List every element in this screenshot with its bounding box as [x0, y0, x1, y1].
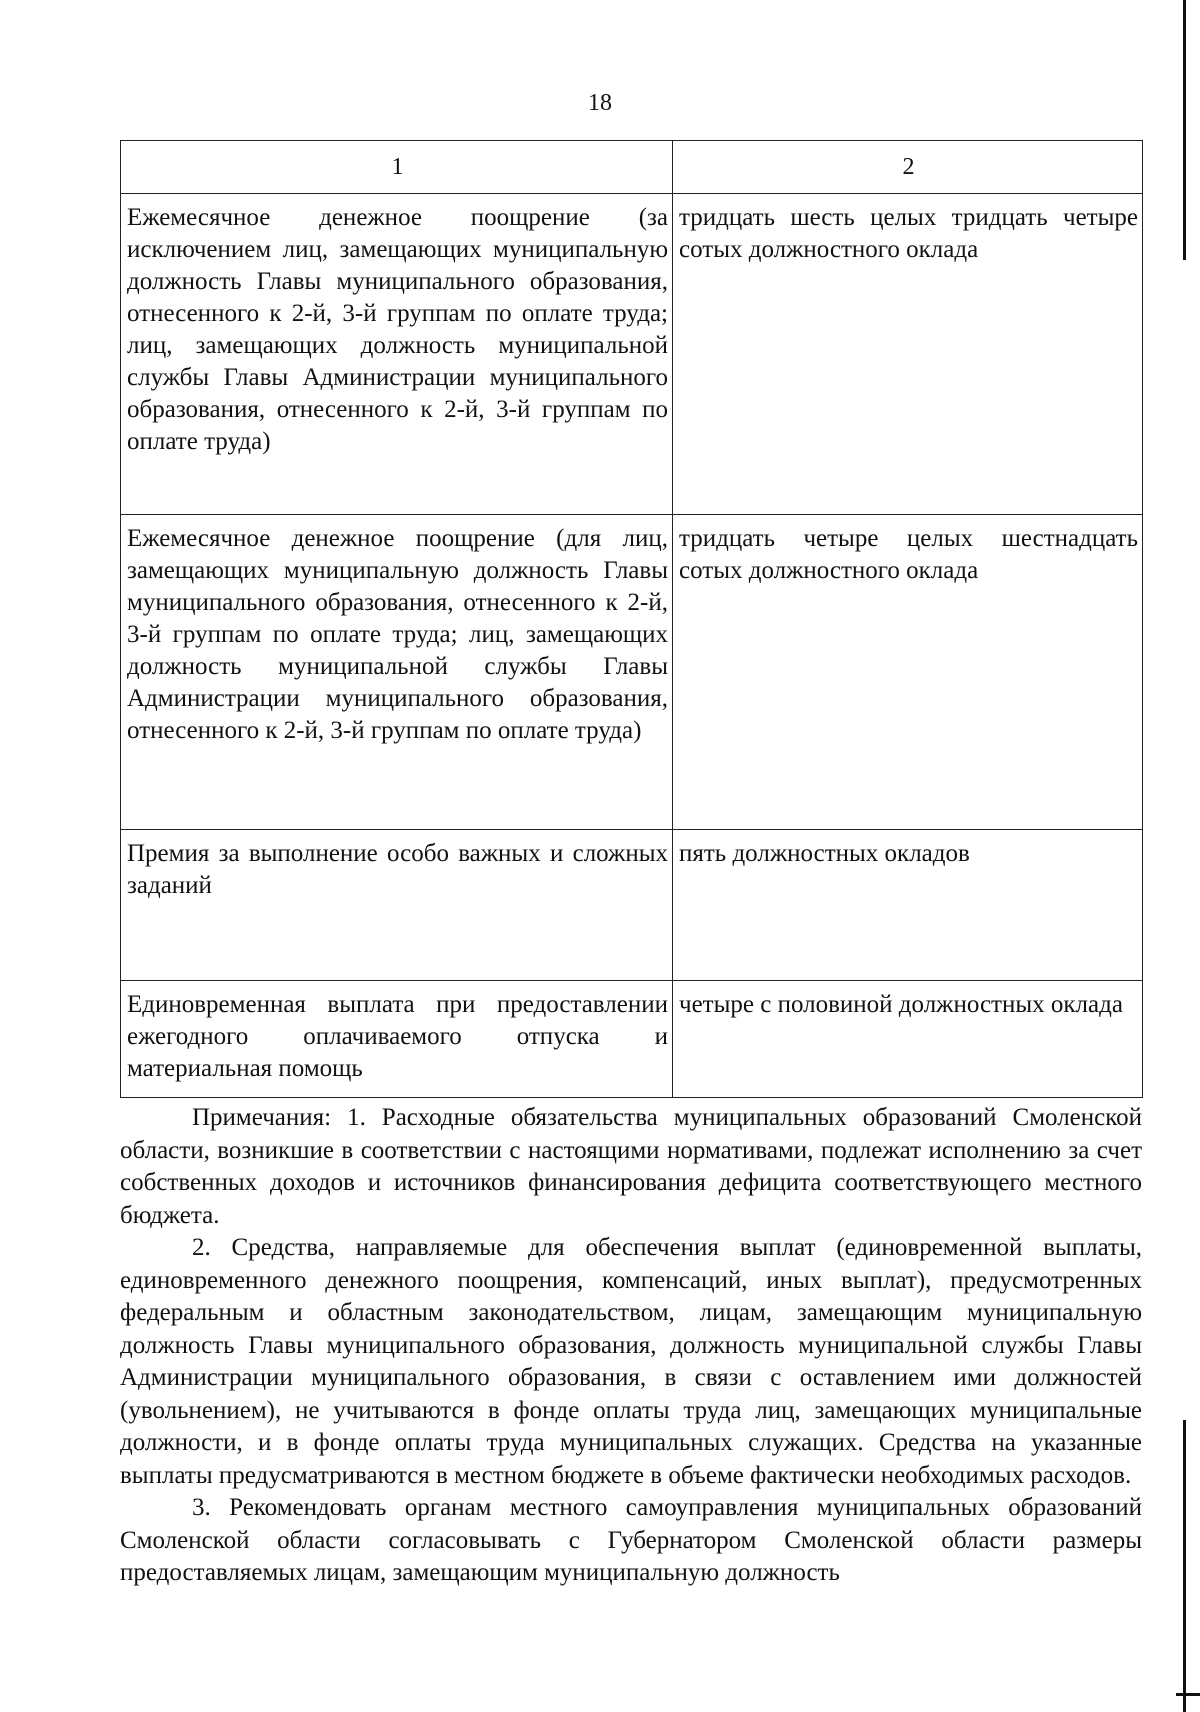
payments-table — [120, 140, 1143, 1098]
table-row — [121, 194, 1143, 515]
table-row — [121, 515, 1143, 830]
page-number: 18 — [588, 90, 612, 116]
payment-type-cell: Единовременная выплата при предоставлении ежегодного оплачиваемого отпуска и материальная помощь — [121, 981, 673, 1098]
payment-type-cell: Ежемесячное денежное поощрение (для лиц, замещающих муниципальную должность Главы муниципального образования, отнесенного к 2-й, 3-й группам по оплате труда; лиц, замещающих должность муниципальной службы Главы Администрации муниципального образования, отнесенного к 2-й, 3-й группам по оплате труда) — [121, 515, 673, 830]
table-row — [121, 830, 1143, 981]
scan-edge-line — [1183, 0, 1186, 260]
table-header-row — [121, 141, 1143, 194]
scan-edge-line — [1183, 1420, 1186, 1712]
payment-amount-cell: тридцать шесть целых тридцать четыре сотых должностного оклада — [673, 194, 1143, 515]
notes-section — [120, 1102, 1142, 1590]
payment-type-cell: Ежемесячное денежное поощрение (за исключением лиц, замещающих муниципальную должность Главы муниципального образования, отнесенного к 2-й, 3-й группам по оплате труда; лиц, замещающих должность муниципальной службы Главы Администрации муниципального образования, отнесенного к 2-й, 3-й группам по оплате труда) — [121, 194, 673, 515]
payment-amount-cell: пять должностных окладов — [673, 830, 1143, 981]
note-paragraph-3: 3. Рекомендовать органам местного самоуправления муниципальных образований Смоленской области согласовывать с Губернатором Смоленской области размеры предоставляемых лицам, замещающим муниципальную должность — [120, 1494, 1142, 1586]
note-paragraph-1: Примечания: 1. Расходные обязательства муниципальных образований Смоленской области, возникшие в соответствии с настоящими нормативами, подлежат исполнению за счет собственных доходов и источников финансирования дефицита соответствующего местного бюджета. — [120, 1104, 1142, 1229]
note-paragraph-2: 2. Средства, направляемые для обеспечения выплат (единовременной выплаты, единовременного денежного поощрения, компенсаций, иных выплат), предусмотренных федеральным и областным законодательством, лицам, замещающим муниципальную должность Главы муниципального образования, должность муниципальной службы Главы Администрации муниципального образования, в связи с оставлением ими должностей (увольнением), не учитываются в фонде оплаты труда лиц, замещающих муниципальные должности, и в фонде оплаты труда муниципальных служащих. Средства на указанные выплаты предусматриваются в местном бюджете в объеме фактически необходимых расходов. — [120, 1234, 1142, 1489]
scan-corner-mark — [1176, 1693, 1200, 1696]
column-header-1: 1 — [121, 141, 673, 194]
payment-type-cell: Премия за выполнение особо важных и сложных заданий — [121, 830, 673, 981]
payment-amount-cell: тридцать четыре целых шестнадцать сотых должностного оклада — [673, 515, 1143, 830]
column-header-2: 2 — [673, 141, 1143, 194]
payment-amount-cell: четыре с половиной должностных оклада — [673, 981, 1143, 1098]
table-row — [121, 981, 1143, 1098]
